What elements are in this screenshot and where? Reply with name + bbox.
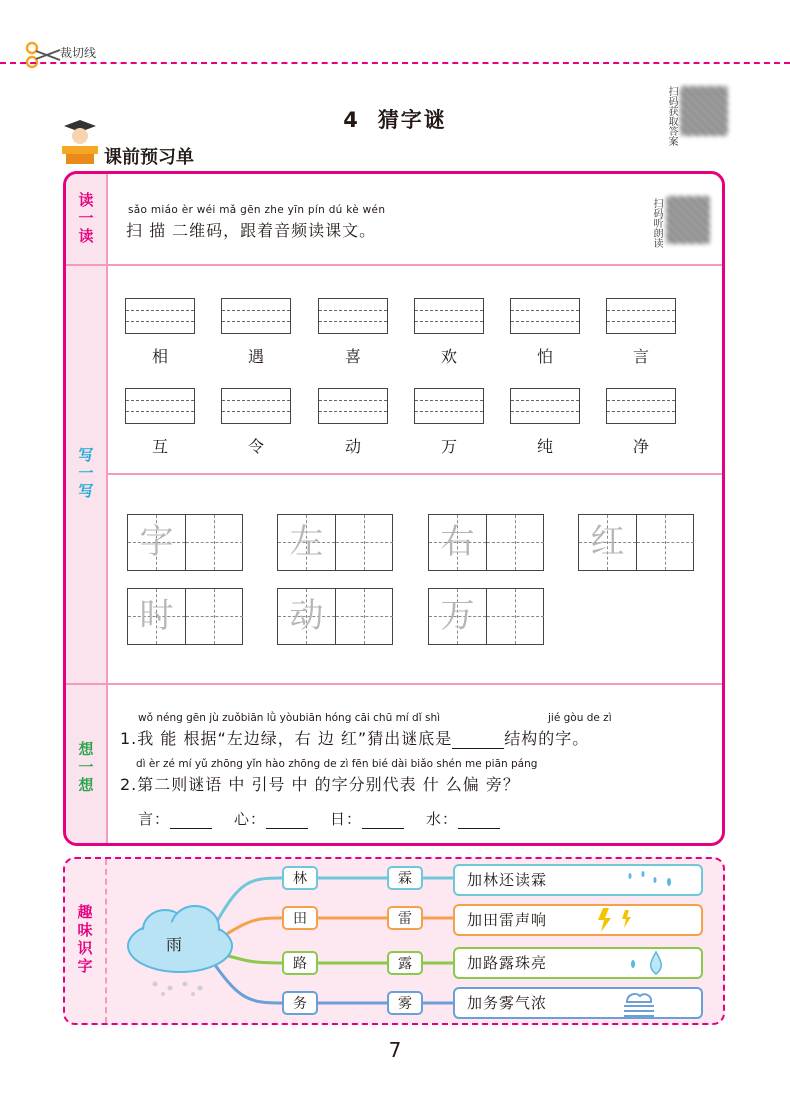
fill-label-yan: 言： (138, 810, 171, 828)
read-section-label: 读 一 读 (78, 191, 94, 245)
fill-label-ri: 日： (330, 810, 363, 828)
right-char-lu: 露 (387, 951, 423, 975)
fill-label-xin: 心： (234, 810, 267, 828)
character-label: 万 (440, 437, 457, 456)
phrase-4: 加务雾气浓 (453, 987, 703, 1019)
write-section-label: 写 一 写 (78, 446, 94, 500)
character-label: 净 (632, 437, 649, 456)
preclass-heading: 课前预习单 (104, 147, 194, 168)
character-label: 相 (151, 347, 168, 366)
q1-pinyin-b: jié gòu de zì (548, 712, 612, 724)
grid-cell[interactable] (128, 515, 185, 570)
phrase-3: 加路露珠亮 (453, 947, 703, 979)
left-char-wu: 务 (282, 991, 318, 1015)
right-char-wu: 雾 (387, 991, 423, 1015)
character-label: 怕 (536, 347, 553, 366)
fun-section-label: 趣 味 识 字 (77, 903, 93, 975)
grid-cell[interactable] (429, 589, 486, 644)
page-number: 7 (388, 1038, 402, 1062)
character-label: 动 (344, 437, 361, 456)
trace-character: 动 (289, 596, 324, 636)
character-label: 喜 (344, 347, 361, 366)
cloud-center-char: 雨 (166, 935, 183, 954)
character-label: 欢 (440, 347, 457, 366)
lesson-number: 4 (343, 108, 360, 132)
right-char-lei: 雷 (387, 906, 423, 930)
character-label: 言 (632, 347, 649, 366)
question-2: 2.第二则谜语 中 引号 中 的字分别代表 什 么偏 旁？ (120, 775, 520, 794)
read-pinyin: sǎo miáo èr wéi mǎ gēn zhe yīn pín dú kè wén (128, 204, 386, 216)
lesson-name: 猜字谜 (377, 108, 447, 132)
cut-line-label: 裁切线 (60, 46, 97, 60)
character-label: 纯 (536, 437, 553, 456)
raindrops-icon (625, 868, 675, 896)
trace-character: 右 (440, 522, 475, 562)
grid-cell[interactable] (128, 589, 185, 644)
left-char-lin: 林 (282, 866, 318, 890)
dewdrop-icon (628, 948, 668, 982)
question-1-text-end: 结构的字。 (504, 729, 590, 748)
character-label: 令 (247, 437, 264, 456)
left-char-lu: 路 (282, 951, 318, 975)
fog-icon (622, 990, 656, 1022)
read-instruction: 扫 描 二维码，跟着音频读课文。 (126, 221, 377, 240)
q1-pinyin-a: wǒ néng gēn jù zuǒbiān lǜ yòubiān hóng cāi chū mí dǐ shì (138, 712, 441, 724)
left-char-tian: 田 (282, 906, 318, 930)
right-char-lin: 霖 (387, 866, 423, 890)
trace-character: 万 (440, 596, 475, 636)
grid-cell[interactable] (278, 515, 335, 570)
phrase-1: 加林还读霖 (453, 864, 703, 896)
fill-label-shui: 水： (426, 810, 459, 828)
trace-character: 字 (139, 522, 174, 562)
character-label: 遇 (247, 347, 264, 366)
trace-character: 时 (139, 596, 174, 636)
question-1-text: 1.我 能 根据“左边绿，右 边 红”猜出谜底是 (120, 729, 453, 748)
trace-character: 左 (289, 522, 324, 562)
lightning-icon (595, 906, 645, 938)
q2-pinyin: dì èr zé mí yǔ zhōng yǐn hào zhōng de zì fēn bié dài biǎo shén me piān páng (136, 758, 538, 770)
answer-qr-caption: 扫码获取答案 (666, 86, 677, 146)
audio-qr-caption: 扫码听朗读 (651, 198, 662, 248)
think-section-label: 想 一 想 (78, 740, 94, 794)
grid-cell[interactable] (579, 515, 636, 570)
trace-character: 红 (590, 522, 625, 562)
character-label: 互 (151, 437, 168, 456)
grid-cell[interactable] (278, 589, 335, 644)
grid-cell[interactable] (429, 515, 486, 570)
phrase-2: 加田雷声响 (453, 904, 703, 936)
